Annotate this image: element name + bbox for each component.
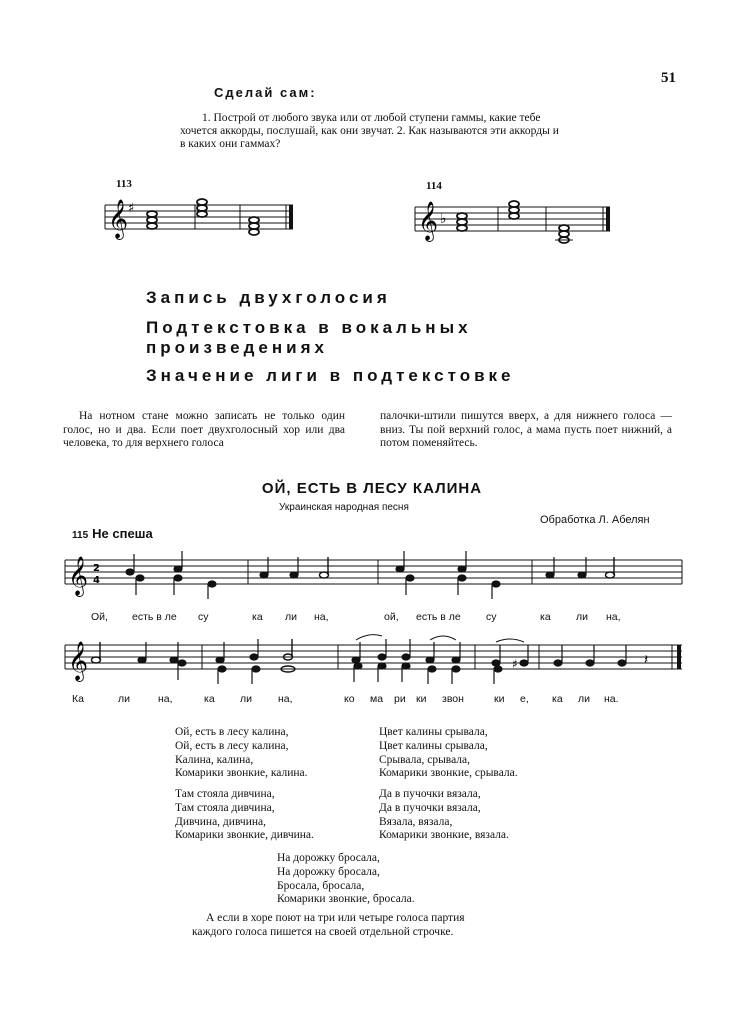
intro-right-column: палочки-штили пишутся вверх, а для нижнего голоса — вниз. Ты пой верхний голос, а мама пусть поет нижний, а потом поменяйтесь. (380, 410, 672, 449)
lyric-syllable: ли (240, 693, 252, 705)
heading-vocal-underlay-cont: произведениях (146, 338, 328, 357)
lyric-syllable: на, (158, 693, 173, 705)
lyric-syllable: ли (578, 693, 590, 705)
verse-line: Там стояла дивчина, (175, 801, 275, 814)
svg-text:𝄞: 𝄞 (68, 641, 89, 681)
lyric-syllable: ка (552, 693, 563, 705)
lyrics-line-2 (0, 693, 744, 707)
verse-line: Срывала, срывала, (379, 753, 471, 766)
example-113-staff (100, 190, 300, 250)
example-113-number: 113 (116, 178, 132, 190)
verse-line: Калина, калина, (175, 753, 254, 766)
page-number: 51 (661, 70, 676, 86)
example-114-staff (410, 192, 620, 254)
lyric-syllable: ли (285, 611, 297, 623)
verse-line: Цвет калины срывала, (379, 726, 488, 738)
svg-text:♯: ♯ (128, 201, 135, 216)
svg-text:𝄞: 𝄞 (68, 556, 89, 596)
lyric-syllable: ки (494, 693, 505, 705)
verse-1 (175, 726, 308, 781)
verse-line: На дорожку бросала, (277, 852, 380, 864)
lyric-syllable: су (198, 611, 209, 623)
verse-line: На дорожку бросала, (277, 865, 380, 878)
lyric-syllable: ка (204, 693, 215, 705)
lyric-syllable: ки (416, 693, 427, 705)
closing-paragraph: А если в хоре поют на три или четыре голоса партия каждого голоса пишется на своей отдельной строчке. (192, 912, 465, 938)
heading-vocal-underlay: Подтекстовка в вокальных (146, 318, 472, 337)
lyric-syllable: ой, (384, 611, 399, 623)
verse-4 (379, 788, 509, 843)
verse-line: Да в пучочки вязала, (379, 788, 481, 800)
lyric-syllable: звон (442, 693, 464, 705)
lyric-syllable: Ой, (91, 611, 108, 623)
verse-line: Ой, есть в лесу калина, (175, 726, 289, 738)
verse-line: Да в пучочки вязала, (379, 801, 481, 814)
verse-line: Комарики звонкие, бросала. (277, 893, 415, 906)
lyric-syllable: ли (118, 693, 130, 705)
verse-line: Комарики звонкие, вязала. (379, 829, 509, 842)
lyric-syllable: на. (604, 693, 619, 705)
lyric-syllable: ко (344, 693, 355, 705)
verse-line: Бросала, бросала, (277, 879, 365, 892)
verse-3 (175, 788, 314, 843)
lyric-syllable: ка (252, 611, 263, 623)
verse-line: Вязала, вязала, (379, 815, 453, 828)
heading-slur-meaning: Значение лиги в подтекстовке (146, 366, 515, 385)
verse-line: Цвет калины срывала, (379, 739, 488, 752)
intro-left-column: На нотном стане можно записать не только один голос, но и два. Если поет двухголосный хор или два человека, то для верхнего голоса (63, 410, 345, 449)
song-subtitle: Украинская народная песня (279, 502, 409, 513)
task-text: 1. Построй от любого звука или от любой ступени гаммы, какие тебе хочется аккорды, послушай, как они звучат. 2. Как называются эти аккорды и в каких они гаммах? (180, 112, 559, 150)
svg-text:♯: ♯ (512, 657, 518, 671)
svg-text:4: 4 (93, 575, 100, 586)
svg-text:♭: ♭ (440, 211, 447, 227)
example-114-number: 114 (426, 180, 442, 192)
lyric-syllable: ри (394, 693, 406, 705)
song-arranger: Обработка Л. Абелян (540, 514, 650, 526)
example-115-number: 115 (72, 530, 89, 541)
tempo-text: Не спеша (92, 526, 153, 541)
svg-text:𝄽: 𝄽 (644, 652, 649, 668)
task-title: Сделай сам: (214, 85, 317, 100)
lyric-syllable: на, (314, 611, 329, 623)
svg-text:𝄞: 𝄞 (418, 201, 439, 241)
verse-line: Комарики звонкие, калина. (175, 767, 308, 780)
verse-line: Ой, есть в лесу калина, (175, 739, 289, 752)
lyric-syllable: су (486, 611, 497, 623)
lyric-syllable: ма (370, 693, 384, 705)
lyric-syllable: есть в ле (132, 611, 177, 623)
song-title: ОЙ, ЕСТЬ В ЛЕСУ КАЛИНА (261, 480, 483, 497)
lyric-syllable: е, (520, 693, 529, 705)
verse-line: Там стояла дивчина, (175, 788, 275, 800)
song-staff-1 (60, 535, 690, 605)
verse-line: Комарики звонкие, дивчина. (175, 829, 314, 842)
lyric-syllable: Ка (72, 693, 84, 705)
svg-text:𝄞: 𝄞 (108, 199, 129, 239)
verse-2 (379, 726, 518, 781)
lyric-syllable: на, (606, 611, 621, 623)
verse-line: Комарики звонкие, срывала. (379, 767, 518, 780)
lyric-syllable: ка (540, 611, 551, 623)
lyric-syllable: на, (278, 693, 293, 705)
heading-two-voice-notation: Запись двухголосия (146, 288, 391, 307)
song-staff-2 (60, 622, 690, 694)
lyric-syllable: ли (576, 611, 588, 623)
lyric-syllable: есть в ле (416, 611, 461, 623)
verse-5 (277, 852, 415, 907)
verse-line: Дивчина, дивчина, (175, 815, 267, 828)
svg-text:2: 2 (93, 563, 100, 574)
